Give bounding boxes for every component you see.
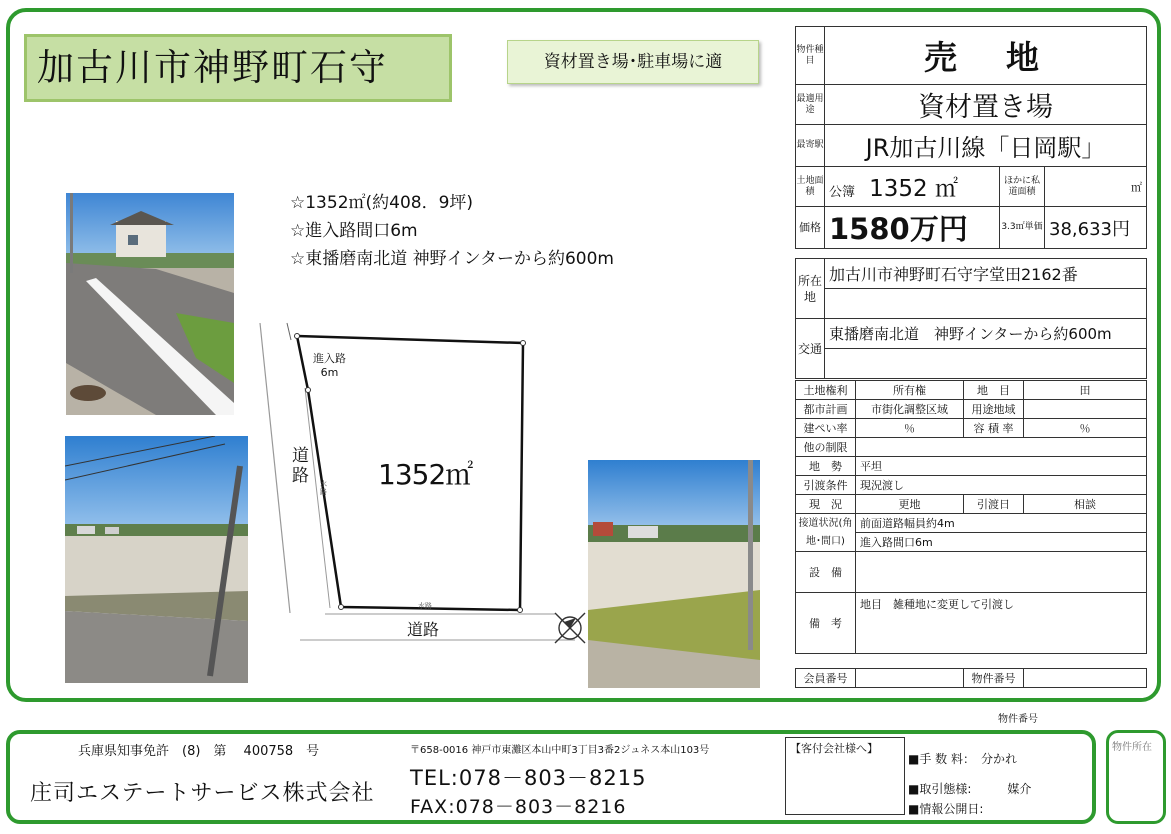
license-text: 兵庫県知事免許 (8) 第 400758 号 — [78, 744, 320, 759]
address-blank — [825, 289, 1147, 319]
company-address: 〒658-0016 神戸市東灘区本山中町3丁目3番2ジュネス本山103号 — [410, 745, 710, 756]
road-bottom-label: 道路 — [407, 620, 440, 639]
unit-price-label: 3.3㎡単価 — [1000, 207, 1045, 249]
info-date-text: ■情報公開日: — [908, 802, 984, 816]
compass-icon — [550, 608, 590, 648]
handover-cond-label: 引渡条件 — [796, 476, 856, 495]
station-value: JR加古川線「日岡駅」 — [825, 125, 1147, 167]
row-land-area — [796, 167, 1147, 207]
other-limits-value — [856, 438, 1147, 457]
waterway-bottom-label: 水路 — [418, 602, 432, 610]
current-label: 現 況 — [796, 495, 856, 514]
handover-date-label: 引渡日 — [964, 495, 1024, 514]
unit-price-value: 38,633円 — [1045, 207, 1147, 249]
zoning-label: 用途地域 — [964, 400, 1024, 419]
entrance-width: 6m — [320, 366, 339, 379]
type-label: 物件種目 — [796, 27, 825, 85]
equipment-value — [856, 552, 1147, 593]
bcr-value: ％ — [856, 419, 964, 438]
feature-area: ☆1352㎡(約408．9坪) — [290, 193, 474, 213]
zoning-value — [1024, 400, 1147, 419]
terrain-value: 平坦 — [856, 457, 1147, 476]
company-name: 庄司エステートサービス株式会社 — [30, 781, 375, 806]
side-label: 物件所在 — [1112, 742, 1152, 753]
bcr-label: 建ぺい率 — [796, 419, 856, 438]
road-condition-value-2: 進入路間口6m — [856, 533, 1147, 552]
far-value: ％ — [1024, 419, 1147, 438]
price-value: 1580万円 — [825, 207, 1000, 249]
details-table — [795, 380, 1147, 654]
member-no-label: 会員番号 — [796, 669, 856, 688]
use-label: 最適用途 — [796, 85, 825, 125]
private-road-unit: ㎡ — [1045, 167, 1147, 207]
far-label: 容 積 率 — [964, 419, 1024, 438]
feature-access: ☆東播磨南北道 神野インターから約600m — [290, 249, 614, 269]
row-use — [796, 85, 1147, 125]
land-area-cell — [825, 167, 1000, 207]
price-label: 価格 — [796, 207, 825, 249]
city-plan-label: 都市計画 — [796, 400, 856, 419]
terrain-label: 地 勢 — [796, 457, 856, 476]
agent-box-label: 【客付会社様へ】 — [790, 742, 878, 755]
feature-entrance: ☆進入路間口6m — [290, 221, 418, 241]
road-condition-label: 接道状況(角地･間口) — [796, 514, 856, 552]
photo-lot-view — [65, 436, 248, 683]
member-no-value — [856, 669, 964, 688]
equipment-label: 設 備 — [796, 552, 856, 593]
category-label: 地 目 — [964, 381, 1024, 400]
type-value: 売 地 — [825, 27, 1147, 85]
row-station — [796, 125, 1147, 167]
entrance-name: 進入路 — [313, 352, 346, 365]
fax-number: FAX:078－803－8216 — [410, 796, 627, 818]
page-title: 加古川市神野町石守 — [24, 34, 452, 102]
city-plan-value: 市街化調整区域 — [856, 400, 964, 419]
property-no-value — [1024, 669, 1147, 688]
station-label: 最寄駅 — [796, 125, 825, 167]
plot-area-label: 1352㎡ — [378, 458, 473, 491]
land-area-prefix: 公簿 — [829, 185, 856, 200]
road-left-label: 道路 — [292, 446, 309, 486]
private-road-label: ほかに私道面積 — [1000, 167, 1045, 207]
remarks-value: 地目 雑種地に変更して引渡し — [856, 593, 1147, 654]
waterway-left-label: 水路 — [320, 480, 327, 496]
traffic-label: 交通 — [796, 319, 825, 379]
address-value: 加古川市神野町石守字堂田2162番 — [825, 259, 1147, 289]
category-value: 田 — [1024, 381, 1147, 400]
other-limits-label: 他の制限 — [796, 438, 856, 457]
tel-number: TEL:078－803－8215 — [410, 766, 647, 790]
fee-text: ■手 数 料： 分かれ — [908, 752, 1017, 766]
current-value: 更地 — [856, 495, 964, 514]
usage-tag: 資材置き場･駐車場に適 — [507, 40, 759, 84]
road-condition-value-1: 前面道路幅員約4m — [856, 514, 1147, 533]
handover-date-value: 相談 — [1024, 495, 1147, 514]
member-table — [795, 668, 1147, 688]
row-price — [796, 207, 1147, 249]
rights-label: 土地権利 — [796, 381, 856, 400]
footer-property-no-label: 物件番号 — [998, 714, 1038, 725]
property-info-table — [795, 26, 1147, 249]
row-type — [796, 27, 1147, 85]
location-table — [795, 258, 1147, 379]
rights-value: 所有権 — [856, 381, 964, 400]
land-area-label: 土地面積 — [796, 167, 825, 207]
land-area-value: 1352 ㎡ — [869, 176, 959, 202]
photo-road-view — [66, 193, 234, 415]
handover-cond-value: 現況渡し — [856, 476, 1147, 495]
address-label: 所在地 — [796, 259, 825, 319]
remarks-label: 備 考 — [796, 593, 856, 654]
trade-type-text: ■取引態様: 媒介 — [908, 782, 1032, 796]
property-no-label: 物件番号 — [964, 669, 1024, 688]
use-value: 資材置き場 — [825, 85, 1147, 125]
traffic-value: 東播磨南北道 神野インターから約600m — [825, 319, 1147, 349]
agent-box — [785, 737, 905, 815]
photo-field-view — [588, 460, 760, 688]
traffic-blank — [825, 349, 1147, 379]
entrance-label — [313, 352, 346, 380]
